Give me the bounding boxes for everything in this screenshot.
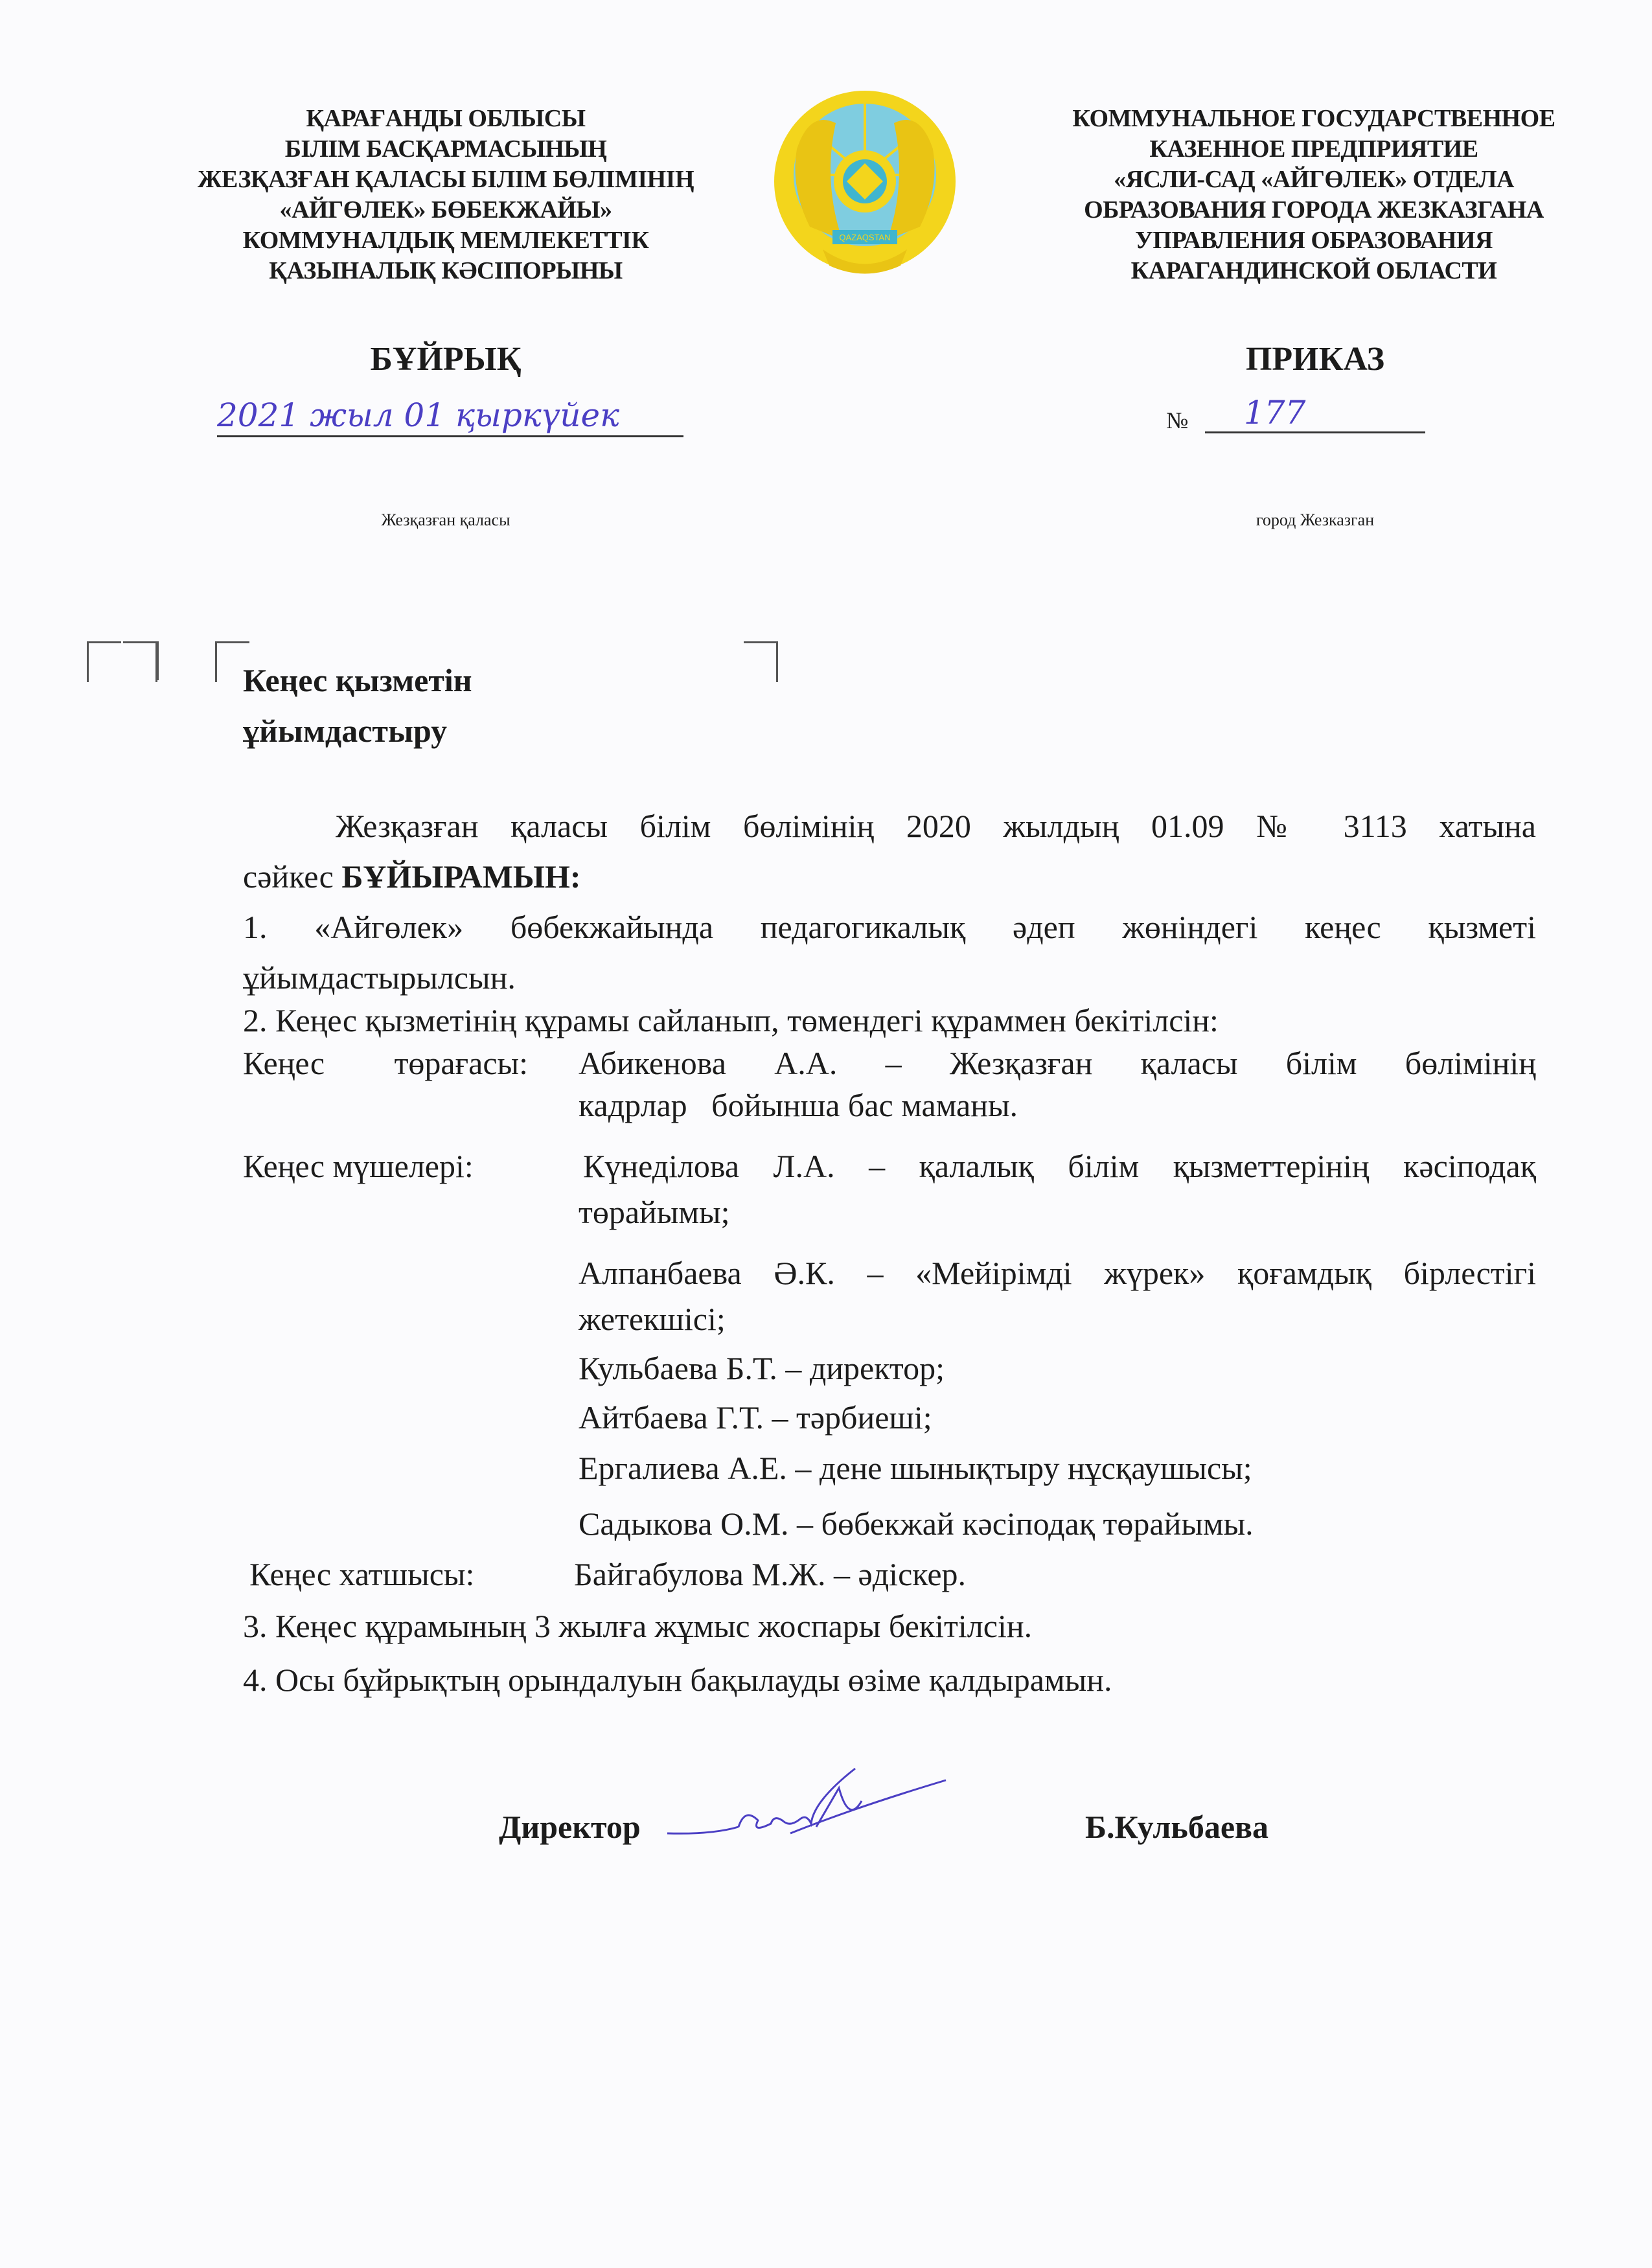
bracket-mark (157, 641, 191, 680)
header-right-line: УПРАВЛЕНИЯ ОБРАЗОВАНИЯ (1135, 227, 1493, 254)
member-line: төрайымы; (579, 1194, 730, 1230)
signature-name: Б.Кульбаева (1085, 1809, 1269, 1845)
item-2: 2. Кеңес қызметінің құрамы сайланып, төмендегі құраммен бекітілсін: (243, 1002, 1219, 1038)
secretary-label: Кеңес хатшысы: (249, 1556, 475, 1592)
header-left-line: ҚАЗЫНАЛЫҚ КӘСІПОРЫНЫ (269, 257, 623, 284)
bracket-mark (87, 641, 121, 682)
header-left-line: ҚАРАҒАНДЫ ОБЛЫСЫ (306, 105, 586, 132)
item-3: 3. Кеңес құрамының 3 жылға жұмыс жоспары бекітілсін. (243, 1608, 1033, 1644)
header-right-ru (1022, 104, 1605, 286)
bracket-mark (123, 641, 157, 682)
header-left-kz (154, 104, 737, 286)
item-4: 4. Осы бұйрықтың орындалуын бақылауды өзіме қалдырамын. (243, 1662, 1112, 1698)
header-left-line: БІЛІМ БАСҚАРМАСЫНЫҢ (284, 135, 607, 163)
state-emblem (771, 84, 959, 279)
header-left-line: «АЙГӨЛЕК» БӨБЕКЖАЙЫ» (279, 196, 612, 223)
header-left-line: ЖЕЗҚАЗҒАН ҚАЛАСЫ БІЛІМ БӨЛІМІНІҢ (197, 166, 694, 193)
signature-position: Директор (499, 1809, 641, 1845)
command-word: БҰЙЫРАМЫН: (341, 858, 581, 895)
header-left-line: КОММУНАЛДЫҚ МЕМЛЕКЕТТІК (242, 227, 649, 254)
member-line: Ергалиева А.Е. – дене шынықтыру нұсқаушысы; (579, 1450, 1252, 1486)
header-right-line: КАЗЕННОЕ ПРЕДПРИЯТИЕ (1149, 135, 1478, 163)
subject-line: Кеңес қызметін (243, 662, 472, 698)
chair-label: Кеңес төрағасы: (243, 1045, 528, 1081)
chair-value: Абикенова А.А. – Жезқазған қаласы білім бөлімінің (579, 1045, 1536, 1081)
intro-line: Жезқазған қаласы білім бөлімінің 2020 жылдың 01.09 № 3113 хатына (336, 808, 1536, 844)
city-kz: Жезқазған қаласы (381, 510, 511, 529)
chair-value-cont: кадрлар бойынша бас маманы. (579, 1087, 1018, 1123)
member-line: Садыкова О.М. – бөбекжай кәсіподақ төрайымы. (579, 1506, 1254, 1542)
city-ru: город Жезказган (1256, 510, 1375, 529)
item-1-cont: ұйымдастырылсын. (243, 959, 516, 996)
order-number: 177 (1205, 394, 1425, 433)
number-label: № (1166, 407, 1189, 433)
members-label: Кеңес мүшелері: (243, 1148, 474, 1184)
intro-prefix: сәйкес (243, 858, 334, 895)
header-right-line: «ЯСЛИ-САД «АЙГӨЛЕК» ОТДЕЛА (1114, 166, 1514, 193)
member-line: жетекшісі; (579, 1301, 726, 1337)
secretary-value: Байгабулова М.Ж. – әдіскер. (574, 1556, 967, 1592)
member-line: Алпанбаева Ә.К. – «Мейірімді жүрек» қоғамдық бірлестігі (579, 1255, 1536, 1291)
header-right-line: КОММУНАЛЬНОЕ ГОСУДАРСТВЕННОЕ (1072, 105, 1555, 132)
member-line: Айтбаева Г.Т. – тәрбиеші; (579, 1399, 932, 1436)
intro-line-2 (243, 857, 581, 896)
bracket-mark (744, 641, 778, 682)
subject-line: ұйымдастыру (243, 713, 448, 749)
emblem-text: QAZAQSTAN (839, 233, 891, 242)
header-right-line: ОБРАЗОВАНИЯ ГОРОДА ЖЕЗКАЗГАНА (1084, 196, 1544, 223)
order-title-kz: БҰЙРЫҚ (370, 341, 522, 378)
order-date: 2021 жыл 01 қыркүйек (217, 396, 683, 437)
member-line: Кульбаева Б.Т. – директор; (579, 1350, 945, 1386)
order-title-ru: ПРИКАЗ (1245, 341, 1385, 378)
member-line: Күнеділова Л.А. – қалалық білім қызметтерінің кәсіподақ (583, 1148, 1536, 1184)
item-1: 1. «Айгөлек» бөбекжайында педагогикалық әдеп жөніндегі кеңес қызметі (243, 909, 1536, 945)
handwritten-signature (661, 1762, 952, 1862)
header-right-line: КАРАГАНДИНСКОЙ ОБЛАСТИ (1130, 257, 1497, 284)
